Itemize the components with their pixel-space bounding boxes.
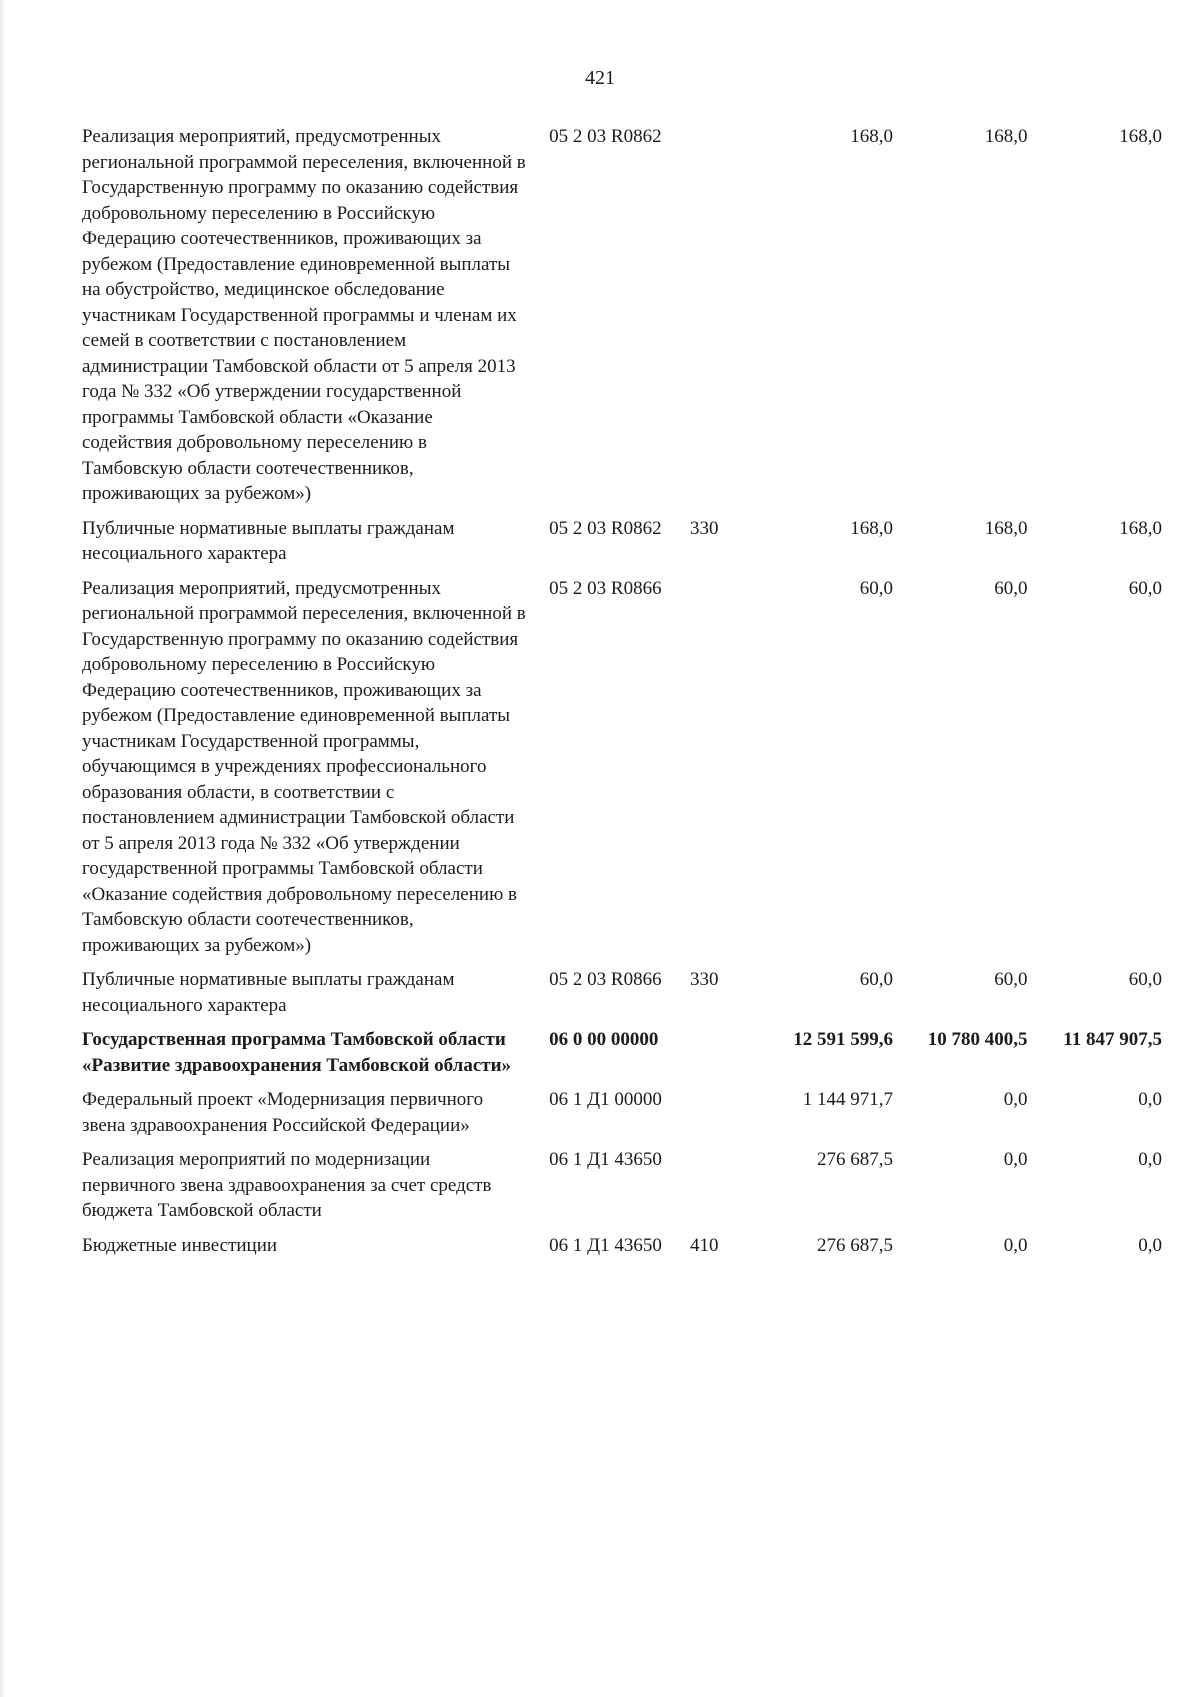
table-row <box>82 1233 1162 1268</box>
row-type <box>686 1147 739 1233</box>
row-code: 05 2 03 R0866 <box>549 969 662 990</box>
row-value-1: 1 144 971,7 <box>802 1089 894 1110</box>
row-name: Публичные нормативные выплаты гражданам несоциального характера <box>82 969 455 1016</box>
row-type <box>686 124 739 516</box>
row-code: 05 2 03 R0862 <box>549 126 662 147</box>
table-row <box>82 1027 1162 1087</box>
row-value-1: 60,0 <box>859 969 894 990</box>
row-value-1: 276 687,5 <box>817 1234 894 1256</box>
row-type: 330 <box>690 517 719 539</box>
row-name: Реализация мероприятий, предусмотренных региональной программой переселения, включенной в Государственную программу по оказанию содействия добровольному переселению в Российскую Федерацию соотечественников, проживающих за рубежом (Предоставление единовременной выплаты участникам Государственной программы, обучающимся в учреждениях профессионального образования области, в соответствии с постановлением администрации Тамбовской области от 5 апреля 2013 года № 332 «Об утверждении государственной программы Тамбовской области «Оказание содействия добровольному переселению в Тамбовскую области соотечественников, проживающих за рубежом») <box>82 577 526 956</box>
row-name: Федеральный проект «Модернизация первичного звена здравоохранения Российской Федерации» <box>82 1089 484 1136</box>
table-row <box>82 1087 1162 1147</box>
row-code: 05 2 03 R0866 <box>549 577 662 599</box>
row-code: 06 1 Д1 43650 <box>549 1234 662 1256</box>
table-row <box>82 576 1162 968</box>
row-code: 06 1 Д1 00000 <box>549 1089 662 1110</box>
row-type <box>686 1087 739 1147</box>
row-value-3: 11 847 907,5 <box>1063 1029 1162 1050</box>
row-value-2: 10 780 400,5 <box>927 1029 1028 1050</box>
row-value-2: 0,0 <box>1003 1089 1028 1110</box>
row-type: 330 <box>690 969 719 990</box>
row-value-2: 0,0 <box>1003 1234 1028 1256</box>
row-code: 06 0 00 00000 <box>549 1029 659 1050</box>
row-value-2: 168,0 <box>984 126 1028 147</box>
row-value-2: 60,0 <box>994 577 1028 599</box>
row-value-1: 276 687,5 <box>817 1149 894 1170</box>
row-value-3: 0,0 <box>1138 1234 1162 1256</box>
row-value-1: 12 591 599,6 <box>793 1029 894 1050</box>
row-type <box>686 576 739 968</box>
table-row <box>82 516 1162 576</box>
row-value-3: 168,0 <box>1119 126 1162 147</box>
row-value-3: 60,0 <box>1128 969 1162 990</box>
row-value-3: 168,0 <box>1119 517 1162 539</box>
table-row <box>82 1147 1162 1233</box>
table-row <box>82 967 1162 1027</box>
row-value-1: 60,0 <box>859 577 894 599</box>
row-name: Публичные нормативные выплаты гражданам несоциального характера <box>82 517 455 564</box>
row-value-2: 168,0 <box>984 517 1028 539</box>
page-number: 421 <box>585 67 615 89</box>
scan-edge-shadow <box>0 0 6 1697</box>
row-name: Государственная программа Тамбовской области «Развитие здравоохранения Тамбовской области» <box>82 1029 512 1076</box>
row-value-2: 60,0 <box>994 969 1028 990</box>
table-body <box>82 124 1162 1267</box>
table-row <box>82 124 1162 516</box>
row-code: 05 2 03 R0862 <box>549 517 662 539</box>
row-value-3: 0,0 <box>1138 1089 1162 1110</box>
row-code: 06 1 Д1 43650 <box>549 1149 662 1170</box>
row-name: Реализация мероприятий, предусмотренных региональной программой переселения, включенной в Государственную программу по оказанию содействия добровольному переселению в Российскую Федерацию соотечественников, проживающих за рубежом (Предоставление единовременной выплаты на обустройство, медицинское обследование участникам Государственной программы и членам их семей в соответствии с постановлением администрации Тамбовской области от 5 апреля 2013 года № 332 «Об утверждении государственной программы Тамбовской области «Оказание содействия добровольному переселению в Тамбовскую области соотечественников, проживающих за рубежом») <box>82 126 526 504</box>
row-value-1: 168,0 <box>850 126 894 147</box>
budget-table <box>82 124 1162 1267</box>
row-value-1: 168,0 <box>850 517 894 539</box>
row-name: Реализация мероприятий по модернизации первичного звена здравоохранения за счет средств бюджета Тамбовской области <box>82 1149 492 1221</box>
row-type: 410 <box>690 1234 719 1256</box>
row-value-3: 60,0 <box>1128 577 1162 599</box>
row-type <box>686 1027 739 1087</box>
row-value-2: 0,0 <box>1003 1149 1028 1170</box>
row-name: Бюджетные инвестиции <box>82 1234 278 1256</box>
row-value-3: 0,0 <box>1138 1149 1162 1170</box>
